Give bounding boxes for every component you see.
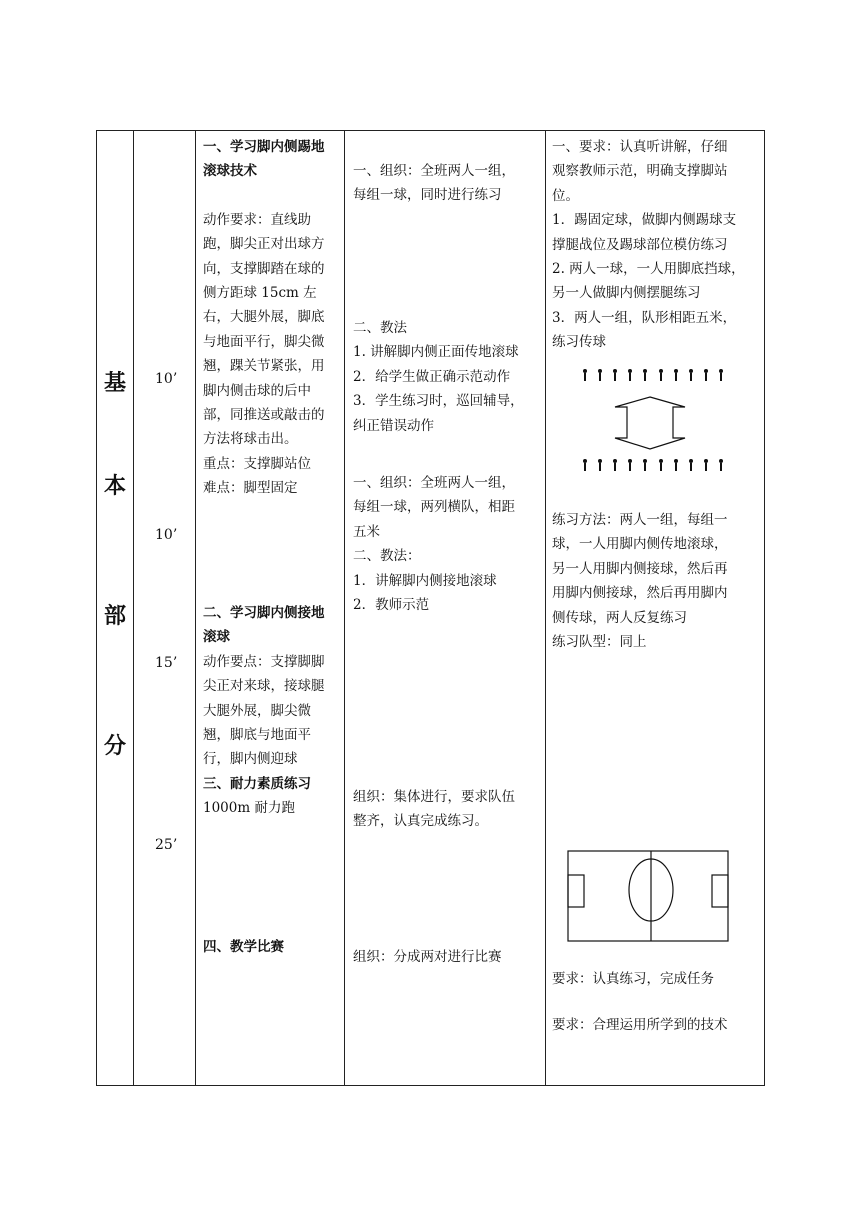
method-line: 纠正错误动作 bbox=[353, 417, 434, 434]
key-point: 重点：支撑脚站位 bbox=[203, 455, 311, 472]
player-row-bottom bbox=[581, 459, 725, 472]
method-line: 每组一球，同时进行练习 bbox=[353, 187, 502, 204]
content-column bbox=[203, 135, 341, 501]
requirement-line: 练习方法：两人一组，每组一 bbox=[552, 512, 728, 528]
topic-3-desc: 1000m 耐力跑 bbox=[203, 800, 295, 817]
topic-1-desc: 侧方距球 15cm 左 bbox=[203, 285, 317, 302]
player-icon bbox=[581, 369, 588, 382]
requirement-line: 3．两人一组，队形相距五米， bbox=[552, 309, 737, 326]
player-icon bbox=[703, 369, 710, 382]
method-line: 1. 讲解脚内侧正面传地滚球 bbox=[353, 344, 519, 361]
requirement-line: 一、要求：认真听讲解，仔细 bbox=[552, 139, 728, 155]
requirements-column bbox=[552, 1013, 762, 1037]
topic-1-desc: 动作要求：直线助 bbox=[203, 211, 311, 228]
topic-1-desc: 与地面平行，脚尖微 bbox=[203, 333, 325, 350]
time-value: 10’ bbox=[155, 371, 178, 387]
topic-1-title: 一、学习脚内侧踢地 bbox=[203, 139, 325, 155]
topic-1-title: 滚球技术 bbox=[203, 163, 257, 180]
player-icon bbox=[688, 459, 695, 472]
section-char: 本 bbox=[103, 473, 126, 499]
method-line: 一、组织：全班两人一组， bbox=[353, 163, 515, 179]
method-line: 1．讲解脚内侧接地滚球 bbox=[353, 572, 497, 589]
player-icon bbox=[596, 369, 603, 382]
topic-1-desc: 部，同推送或敲击的 bbox=[203, 407, 325, 424]
requirements-column bbox=[552, 135, 762, 355]
time-value: 25’ bbox=[155, 837, 178, 853]
player-icon bbox=[581, 459, 588, 472]
lesson-plan-table bbox=[96, 130, 765, 1086]
method-column bbox=[353, 785, 543, 834]
player-icon bbox=[657, 369, 664, 382]
section-char: 分 bbox=[103, 733, 126, 759]
player-icon bbox=[688, 369, 695, 382]
topic-1-desc: 跑，脚尖正对出球方 bbox=[203, 236, 325, 253]
player-icon bbox=[627, 369, 634, 382]
player-icon bbox=[611, 369, 618, 382]
requirement-line: 观察教师示范，明确支撑脚站 bbox=[552, 163, 728, 180]
player-icon bbox=[672, 369, 679, 382]
column-divider bbox=[195, 131, 196, 1085]
column-divider bbox=[133, 131, 134, 1085]
topic-4-title: 四、教学比赛 bbox=[203, 939, 284, 955]
requirement-line: 位。 bbox=[552, 187, 579, 204]
player-icon bbox=[642, 459, 649, 472]
requirement-line: 要求：合理运用所学到的技术 bbox=[552, 1017, 728, 1033]
difficulty-point: 难点：脚型固定 bbox=[203, 480, 298, 497]
section-char: 部 bbox=[103, 603, 126, 629]
time-value: 10’ bbox=[155, 527, 178, 543]
player-row-top bbox=[581, 369, 725, 382]
topic-2-desc: 动作要点：支撑脚脚 bbox=[203, 653, 325, 670]
football-field-icon bbox=[567, 850, 729, 942]
method-line: 二、教法： bbox=[353, 548, 421, 565]
topic-2-title: 二、学习脚内侧接地 bbox=[203, 605, 325, 621]
requirement-line: 2. 两人一球，一人用脚底挡球， bbox=[552, 261, 745, 278]
method-line: 2．教师示范 bbox=[353, 597, 430, 614]
player-icon bbox=[718, 459, 725, 472]
requirement-line: 用脚内侧接球，然后再用脚内 bbox=[552, 585, 728, 602]
topic-1-desc: 右，大腿外展，脚底 bbox=[203, 309, 325, 326]
requirement-line: 练习队型：同上 bbox=[552, 634, 647, 651]
method-line: 每组一球，两列横队，相距 bbox=[353, 499, 515, 516]
content-column bbox=[203, 935, 341, 959]
topic-3-title: 三、耐力素质练习 bbox=[203, 775, 311, 792]
method-column bbox=[353, 945, 543, 969]
method-line: 组织：集体进行，要求队伍 bbox=[353, 789, 515, 805]
player-icon bbox=[611, 459, 618, 472]
player-icon bbox=[672, 459, 679, 472]
player-icon bbox=[596, 459, 603, 472]
method-line: 整齐，认真完成练习。 bbox=[353, 813, 488, 830]
topic-2-desc: 大腿外展，脚尖微 bbox=[203, 702, 311, 719]
topic-2-desc: 翘，脚底与地面平 bbox=[203, 727, 311, 744]
requirement-line: 要求：认真练习，完成任务 bbox=[552, 971, 714, 987]
topic-1-desc: 向，支撑脚踏在球的 bbox=[203, 260, 325, 277]
player-icon bbox=[718, 369, 725, 382]
method-line: 3．学生练习时，巡回辅导， bbox=[353, 393, 524, 410]
method-column bbox=[353, 471, 543, 617]
requirement-line: 球，一人用脚内侧传地滚球， bbox=[552, 536, 728, 553]
topic-2-title: 滚球 bbox=[203, 629, 230, 646]
method-line: 二、教法 bbox=[353, 320, 407, 336]
player-icon bbox=[642, 369, 649, 382]
player-icon bbox=[657, 459, 664, 472]
requirements-column bbox=[552, 508, 762, 654]
content-column bbox=[203, 601, 341, 821]
method-line: 组织：分成两对进行比赛 bbox=[353, 949, 502, 965]
requirement-line: 侧传球，两人反复练习 bbox=[552, 609, 687, 626]
player-icon bbox=[703, 459, 710, 472]
player-icon bbox=[627, 459, 634, 472]
column-divider bbox=[344, 131, 345, 1085]
topic-1-desc: 翘，踝关节紧张，用 bbox=[203, 358, 325, 375]
topic-1-desc: 方法将球击出。 bbox=[203, 431, 298, 448]
method-line: 一、组织：全班两人一组， bbox=[353, 475, 515, 491]
section-char: 基 bbox=[103, 370, 126, 396]
double-arrow-icon bbox=[609, 396, 691, 450]
time-value: 15’ bbox=[155, 655, 178, 671]
topic-1-desc: 脚内侧击球的后中 bbox=[203, 382, 311, 399]
requirement-line: 练习传球 bbox=[552, 334, 606, 351]
topic-2-desc: 尖正对来球，接球腿 bbox=[203, 678, 325, 695]
requirements-column bbox=[552, 967, 762, 991]
method-line: 2．给学生做正确示范动作 bbox=[353, 368, 511, 385]
requirement-line: 另一人做脚内侧摆腿练习 bbox=[552, 285, 701, 302]
column-divider bbox=[545, 131, 546, 1085]
requirement-line: 1．踢固定球，做脚内侧踢球支 bbox=[552, 212, 737, 229]
topic-2-desc: 行，脚内侧迎球 bbox=[203, 751, 298, 768]
requirement-line: 撑腿战位及踢球部位模仿练习 bbox=[552, 236, 728, 253]
method-column bbox=[353, 159, 543, 208]
method-line: 五米 bbox=[353, 523, 380, 540]
method-column bbox=[353, 316, 543, 438]
requirement-line: 另一人用脚内侧接球，然后再 bbox=[552, 560, 728, 577]
